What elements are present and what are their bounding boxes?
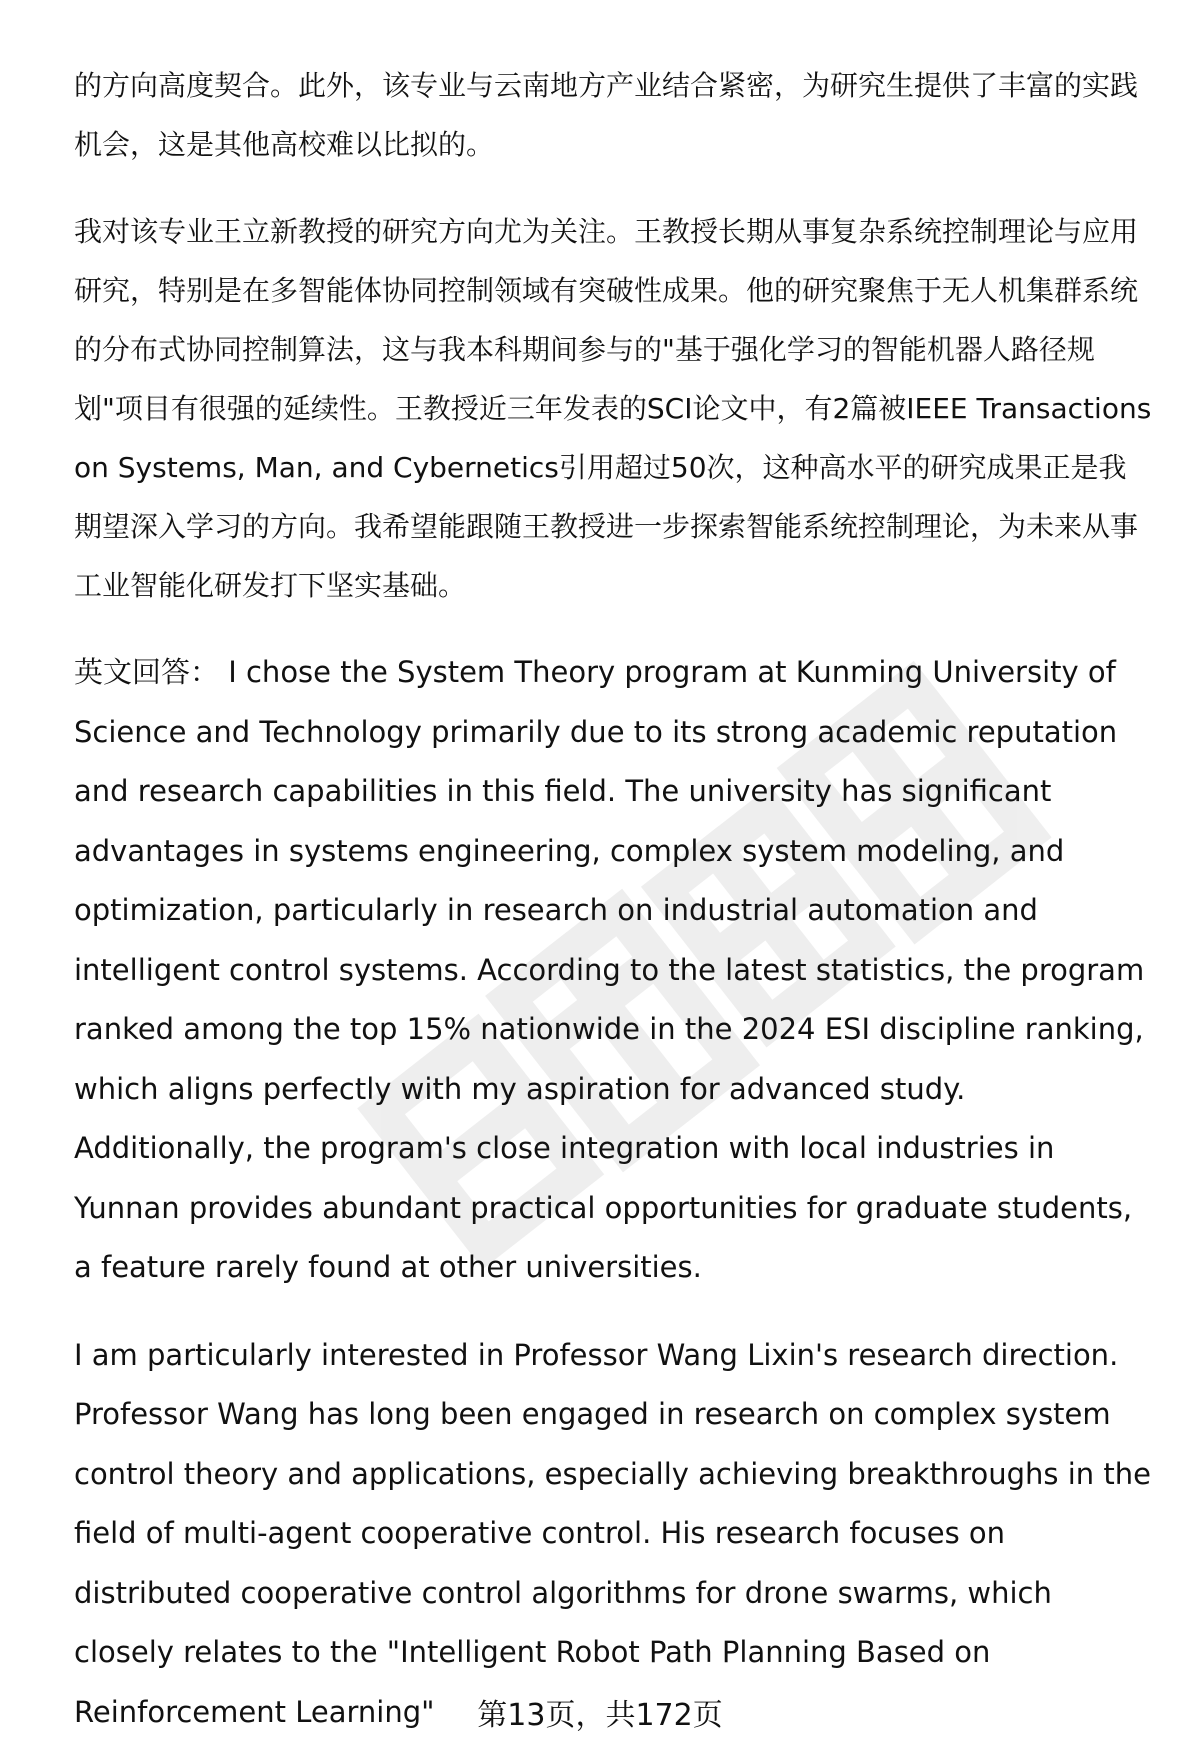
page-number-footer: 第13页，共172页 [477, 1698, 723, 1733]
paragraph-intro-continuation: 的方向高度契合。此外，该专业与云南地方产业结合紧密，为研究生提供了丰富的实践机会，这是其他高校难以比拟的。 [74, 69, 1139, 161]
paragraph-english-answer: 英文回答： I chose the System Theory program at Kunming University of Science and Technology primarily due to its strong academic reputation and research capabilities in this field. The university has significant advantages in systems engineering, complex system modeling, and optimization, particularly in research on industrial automation and intelligent control systems. According to the latest statistics, the program ranked among the top 15% nationwide in the 2024 ESI discipline ranking, which aligns perfectly with my aspiration for advanced study. Additionally, the program's close integration with local industries in Yunnan provides abundant practical opportunities for graduate students, a feature rarely found at other universities. [74, 655, 1145, 1284]
paragraph-professor-interest-cn: 我对该专业王立新教授的研究方向尤为关注。王教授长期从事复杂系统控制理论与应用研究，特别是在多智能体协同控制领域有突破性成果。他的研究聚焦于无人机集群系统的分布式协同控制算法，这与我本科期间参与的"基于强化学习的智能机器人路径规划"项目有很强的延续性。王教授近三年发表的SCI论文中，有2篇被IEEE Transactions on Systems, Man, and Cybernetics引用超过50次，这种高水平的研究成果正是我期望深入学习的方向。我希望能跟随王教授进一步探索智能系统控制理论，为未来从事工业智能化研发打下坚实基础。 [74, 215, 1152, 602]
document-body [74, 56, 1154, 1742]
paragraph-professor-interest-en: I am particularly interested in Professor Wang Lixin's research direction. Professor Wang has long been engaged in research on complex system control theory and applications, especially achieving breakthroughs in the field of multi-agent cooperative control. His research focuses on distributed cooperative control algorithms for drone swarms, which closely relates to the "Intelligent Robot Path Planning Based on Reinforcement Learning" [74, 1337, 1151, 1729]
